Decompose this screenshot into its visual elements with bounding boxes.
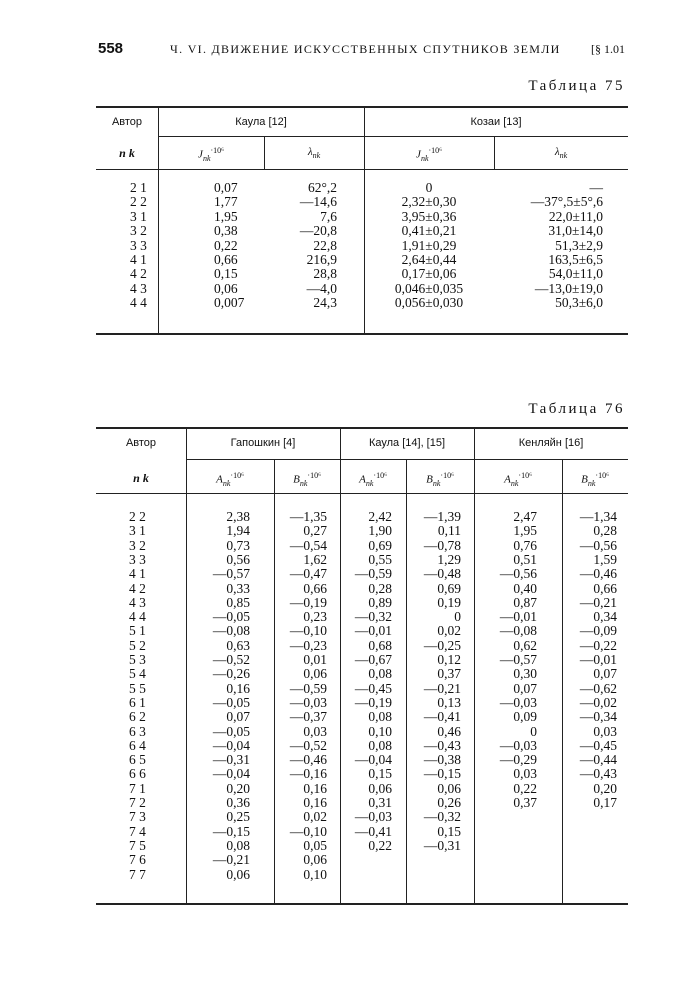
table-row [96,839,628,853]
cell-a3: 2,47 [513,509,537,524]
cell-a1: 0,33 [226,580,250,596]
cell-a2: 0,31 [368,795,392,810]
table75-group-kozai: Козаи [13] [470,116,522,128]
table75-col-j-kaula: $J_{nk}^{\cdot 10^6}$ [198,146,224,163]
cell-b1: 0,16 [303,795,327,810]
cell-a3: 0,51 [513,551,537,567]
cell-a1: —0,21 [212,852,250,868]
cell-a3: 0 [530,723,537,739]
cell-b1: 0,23 [303,609,327,625]
cell-nk: 6 4 [129,737,146,753]
table75-header-rule [96,169,628,170]
table75-col-j-kozai: $J_{nk}^{\cdot 10^6}$ [416,146,442,163]
section-number: [§ 1.01 [591,42,625,56]
cell-a1: —0,05 [212,723,250,739]
cell-nk: 4 4 [129,609,146,625]
cell-b2: 0,02 [437,623,461,639]
table-row [96,296,628,310]
table-row [96,239,628,253]
cell-b3: 0,17 [593,795,617,810]
cell-a3: 1,95 [513,523,537,539]
table75-col-lambda-kozai: $\lambda_{nk}$ [554,146,568,161]
cell-a2: 0,10 [368,723,392,739]
table76-col-a-kaula: $A_{nk}^{\cdot 10^6}$ [359,471,387,488]
cell-b1: 0,16 [303,780,327,796]
table-row [96,696,628,710]
cell-a3: 0,03 [513,766,537,782]
cell-b2: 0,15 [437,823,461,839]
table75-bottom-rule [96,333,628,335]
cell-j2: 2,32±0,30 [401,194,457,210]
cell-nk: 4 2 [129,580,146,596]
cell-j1: 1,95 [214,208,238,224]
cell-a1: —0,05 [212,609,250,625]
table-row [96,210,628,224]
cell-b1: 0,06 [303,852,327,868]
cell-b3: —0,45 [579,737,617,753]
cell-b3: 0,34 [593,609,617,625]
table-row [96,224,628,238]
cell-a1: 0,85 [226,594,250,610]
table-row [96,810,628,824]
cell-b1: —0,16 [289,766,327,782]
cell-l2: — [589,180,603,195]
cell-a2: —0,04 [354,752,392,768]
table75-caption: Таблица 75 [528,78,625,94]
cell-j2: 1,91±0,29 [401,237,457,253]
table-row [96,524,628,538]
table76 [96,427,628,905]
cell-nk: 2 1 [130,180,147,195]
cell-nk: 4 1 [129,566,146,582]
running-head [95,40,635,60]
cell-a1: 0,63 [226,637,250,653]
cell-b2: —0,32 [423,809,461,825]
cell-nk: 4 3 [129,594,146,610]
chapter-title: Ч. VI. ДВИЖЕНИЕ ИСКУССТВЕННЫХ СПУТНИКОВ ЗЕМЛИ [170,42,561,56]
table-row [96,782,628,796]
cell-b2: —0,25 [423,637,461,653]
cell-j2: 0 [425,180,433,195]
cell-b1: 0,03 [303,723,327,739]
table76-author-header: Автор [125,437,157,449]
cell-j2: 0,046±0,035 [394,280,464,296]
cell-l2: 163,5±6,5 [548,252,603,267]
cell-b1: 0,02 [303,809,327,825]
cell-b1: —0,23 [289,637,327,653]
cell-nk: 7 7 [129,866,146,882]
table-row [96,796,628,810]
cell-l2: 54,0±11,0 [548,266,603,282]
cell-a2: 0,89 [368,594,392,610]
table76-col-b-kaula: $B_{nk}^{\cdot 10^6}$ [426,471,454,488]
cell-j2: 0,41±0,21 [401,223,457,239]
cell-a2: 0,08 [368,709,392,725]
cell-b2: 0,12 [437,652,461,667]
cell-l1: 24,3 [313,295,337,311]
table-row [96,868,628,882]
cell-a3: 0,62 [513,637,537,653]
cell-b3: 0,28 [593,523,617,539]
table-row [96,825,628,839]
table-row [96,267,628,281]
cell-b3: —0,22 [579,637,617,653]
cell-a3: —0,03 [499,694,537,710]
cell-a3: —0,56 [499,566,537,582]
table76-col-a-kenlyain: $A_{nk}^{\cdot 10^6}$ [504,471,532,488]
cell-a3: 0,09 [513,709,537,725]
cell-a1: —0,15 [212,823,250,839]
cell-nk: 3 3 [129,551,146,567]
cell-a1: 0,07 [226,709,250,725]
cell-a3: 0,22 [513,780,537,796]
table-row [96,624,628,638]
cell-l2: 50,3±6,0 [555,295,603,311]
table-row [96,725,628,739]
cell-b1: —0,10 [289,823,327,839]
cell-j1: 0,22 [214,237,238,253]
cell-a1: 0,36 [226,795,250,810]
cell-nk: 5 2 [129,637,146,653]
cell-b1: —0,37 [289,709,327,725]
cell-a3: —0,57 [499,652,537,667]
cell-b3: 0,03 [593,723,617,739]
cell-j2: 0,056±0,030 [394,295,464,311]
table-row [96,653,628,667]
cell-b3: 1,59 [593,551,617,567]
cell-b1: —1,35 [289,509,327,524]
cell-nk: 5 4 [129,666,146,682]
cell-b1: 0,27 [303,523,327,539]
cell-b2: —0,48 [423,566,461,582]
cell-j1: 0,38 [214,223,238,239]
cell-l1: —20,8 [299,223,337,239]
cell-a1: —0,05 [212,694,250,710]
table76-nk-header: n k [133,471,149,485]
table75-nk-header: n k [119,146,135,160]
cell-a1: —0,26 [212,666,250,682]
cell-a3: 0,76 [513,537,537,553]
cell-l2: —37°,5±5°,6 [530,194,603,210]
cell-nk: 3 2 [130,223,147,239]
table-row [96,739,628,753]
cell-b2: 0,06 [437,780,461,796]
cell-l1: 7,6 [320,208,337,224]
cell-b3: —0,09 [579,623,617,639]
cell-l2: 51,3±2,9 [555,237,603,253]
cell-b2: 0,11 [437,523,461,539]
cell-a2: —0,59 [354,566,392,582]
cell-l2: 31,0±14,0 [548,223,603,239]
cell-a1: —0,04 [212,766,250,782]
cell-l1: 62°,2 [307,180,337,195]
cell-a3: 0,37 [513,795,537,810]
cell-nk: 3 2 [129,537,146,553]
cell-l1: —14,6 [299,194,337,210]
cell-a1: 0,73 [226,537,250,553]
cell-j1: 0,07 [214,180,238,195]
table-row [96,553,628,567]
cell-a2: 0,69 [368,537,392,553]
table76-group-kenlyain: Кенляйн [16] [518,437,584,449]
cell-nk: 3 1 [130,208,147,224]
table-row [96,767,628,781]
cell-b2: —0,41 [423,709,461,725]
table-row [96,539,628,553]
cell-nk: 6 3 [129,723,146,739]
cell-b1: 0,10 [303,866,327,882]
cell-b3: 0,20 [593,780,617,796]
cell-b3: —0,44 [579,752,617,768]
cell-b3: —0,56 [579,537,617,553]
table75 [96,106,628,334]
cell-b2: 0,46 [437,723,461,739]
cell-a1: 0,20 [226,780,250,796]
cell-b1: —0,03 [289,694,327,710]
cell-nk: 6 2 [129,709,146,725]
cell-a3: 0,07 [513,680,537,696]
cell-l1: 28,8 [313,266,337,282]
cell-a2: —0,41 [354,823,392,839]
cell-a1: 2,38 [226,509,250,524]
cell-b3: —0,46 [579,566,617,582]
cell-b1: 0,66 [303,580,327,596]
cell-b1: 0,01 [303,652,327,667]
table75-group-rule [158,136,628,137]
cell-a1: 0,16 [226,680,250,696]
cell-b2: —0,43 [423,737,461,753]
cell-nk: 3 3 [130,237,147,253]
cell-a3: 0,30 [513,666,537,682]
table-row [96,853,628,867]
cell-b1: —0,19 [289,594,327,610]
cell-j2: 3,95±0,36 [401,208,457,224]
cell-a2: 0,55 [368,551,392,567]
table76-top-rule [96,427,628,429]
cell-b1: 0,06 [303,666,327,682]
cell-a2: 0,08 [368,666,392,682]
table76-header-rule [96,493,628,494]
table-row [96,582,628,596]
cell-a3: —0,01 [499,609,537,625]
cell-a2: 0,22 [368,837,392,853]
cell-b2: 0,69 [437,580,461,596]
cell-a2: 0,15 [368,766,392,782]
cell-b1: —0,10 [289,623,327,639]
table76-bottom-rule [96,903,628,905]
table-row [96,253,628,267]
cell-nk: 4 2 [130,266,147,282]
cell-b2: 0,37 [437,666,461,682]
table76-col-a-gaposhkin: $A_{nk}^{\cdot 10^6}$ [216,471,244,488]
cell-l2: 22,0±11,0 [548,208,603,224]
cell-a2: —0,01 [354,623,392,639]
cell-j1: 0,007 [214,295,245,311]
cell-b2: 0,26 [437,795,461,810]
cell-j1: 0,06 [214,280,238,296]
cell-nk: 7 1 [129,780,146,796]
table-row [96,710,628,724]
table75-author-header: Автор [111,116,143,128]
cell-a1: —0,57 [212,566,250,582]
table-row [96,567,628,581]
cell-b2: —0,15 [423,766,461,782]
cell-b3: —0,34 [579,709,617,725]
table-row [96,610,628,624]
cell-a1: —0,08 [212,623,250,639]
cell-l2: —13,0±19,0 [534,280,603,296]
cell-a2: 0,28 [368,580,392,596]
cell-a3: —0,03 [499,737,537,753]
cell-b3: —0,02 [579,694,617,710]
cell-nk: 6 6 [129,766,146,782]
cell-j2: 2,64±0,44 [401,252,457,267]
cell-j2: 0,17±0,06 [401,266,457,282]
cell-nk: 4 3 [130,280,147,296]
cell-nk: 5 5 [129,680,146,696]
cell-b1: —0,59 [289,680,327,696]
cell-a2: 0,68 [368,637,392,653]
cell-j1: 0,66 [214,252,238,267]
table-row [96,195,628,209]
cell-nk: 7 3 [129,809,146,825]
cell-a1: 0,06 [226,866,250,882]
cell-b2: —0,38 [423,752,461,768]
cell-b2: —0,31 [423,837,461,853]
table-row [96,181,628,195]
cell-l1: 216,9 [306,252,337,267]
table76-col-b-kenlyain: $B_{nk}^{\cdot 10^6}$ [581,471,609,488]
table75-col-lambda-kaula: $\lambda_{nk}$ [307,146,321,161]
table76-caption: Таблица 76 [528,401,625,417]
cell-a2: —0,32 [354,609,392,625]
cell-nk: 4 1 [130,252,147,267]
cell-nk: 3 1 [129,523,146,539]
cell-a2: —0,45 [354,680,392,696]
cell-nk: 7 4 [129,823,146,839]
cell-b3: —0,01 [579,652,617,667]
cell-a1: 0,25 [226,809,250,825]
cell-b1: 0,05 [303,837,327,853]
table-row [96,639,628,653]
table76-group-kaula: Каула [14], [15] [368,437,446,449]
cell-nk: 2 2 [130,194,147,210]
cell-nk: 4 4 [130,295,147,311]
cell-a2: 0,08 [368,737,392,753]
cell-nk: 7 5 [129,837,146,853]
cell-b2: 1,29 [437,551,461,567]
cell-b3: —0,21 [579,594,617,610]
cell-a1: —0,04 [212,737,250,753]
cell-nk: 6 5 [129,752,146,768]
cell-nk: 7 6 [129,852,146,868]
table-row [96,753,628,767]
cell-b1: —0,52 [289,737,327,753]
cell-a3: 0,87 [513,594,537,610]
cell-b3: —1,34 [579,509,617,524]
cell-j1: 0,15 [214,266,238,282]
cell-a2: 0,06 [368,780,392,796]
cell-b2: 0,13 [437,694,461,710]
cell-b2: —1,39 [423,509,461,524]
cell-a3: 0,40 [513,580,537,596]
cell-b1: —0,54 [289,537,327,553]
cell-b3: —0,62 [579,680,617,696]
table75-top-rule [96,106,628,108]
table-row [96,282,628,296]
cell-a2: —0,67 [354,652,392,667]
cell-b1: —0,46 [289,752,327,768]
cell-a3: —0,08 [499,623,537,639]
cell-nk: 6 1 [129,694,146,710]
cell-b2: —0,78 [423,537,461,553]
table76-group-gaposhkin: Гапошкин [4] [230,437,296,449]
cell-b1: —0,47 [289,566,327,582]
cell-a2: 2,42 [368,509,392,524]
cell-nk: 2 2 [129,509,146,524]
cell-a2: 1,90 [368,523,392,539]
cell-j1: 1,77 [214,194,238,210]
table-row [96,596,628,610]
cell-a2: —0,03 [354,809,392,825]
cell-nk: 5 1 [129,623,146,639]
cell-l1: 22,8 [313,237,337,253]
cell-a1: —0,52 [212,652,250,667]
cell-a1: 0,08 [226,837,250,853]
cell-a1: 0,56 [226,551,250,567]
table-row [96,667,628,681]
cell-b2: 0 [454,609,461,625]
cell-b1: 1,62 [303,551,327,567]
cell-b2: 0,19 [437,594,461,610]
cell-a1: —0,31 [212,752,250,768]
cell-b3: —0,43 [579,766,617,782]
cell-b3: 0,07 [593,666,617,682]
page-number: 558 [98,40,124,57]
cell-b3: 0,66 [593,580,617,596]
cell-a1: 1,94 [226,523,250,539]
table76-col-b-gaposhkin: $B_{nk}^{\cdot 10^6}$ [293,471,321,488]
cell-a3: —0,29 [499,752,537,768]
table75-group-kaula: Каула [12] [235,116,287,128]
table-row [96,510,628,524]
cell-a2: —0,19 [354,694,392,710]
table-row [96,682,628,696]
cell-nk: 7 2 [129,795,146,810]
cell-l1: —4,0 [306,280,337,296]
cell-b2: —0,21 [423,680,461,696]
cell-nk: 5 3 [129,652,146,667]
